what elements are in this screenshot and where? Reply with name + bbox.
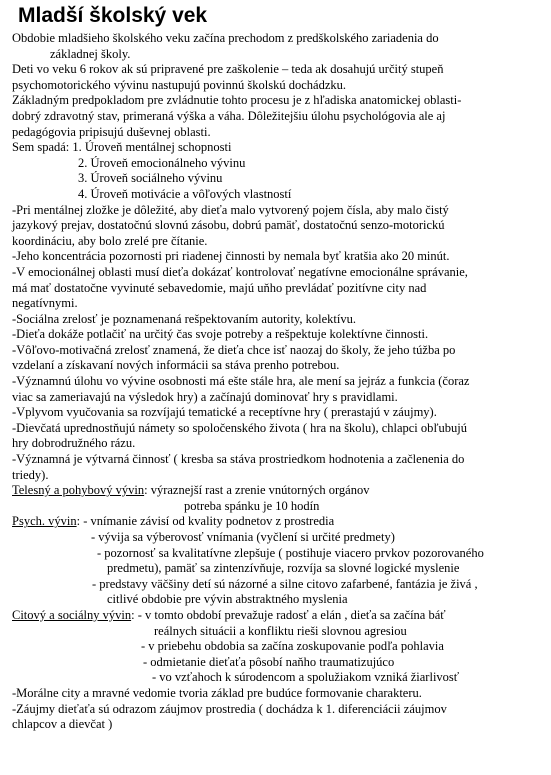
text-line: jazykový prejav, dostatočnú slovnú zásobu, dobrú pamäť, dostatočnú senzo-motorickú [12,218,445,233]
text-line: -Pri mentálnej zložke je dôležité, aby dieťa malo vytvorený pojem čísla, aby malo čistý [12,202,449,217]
text-line: -Morálne city a mravné vedomie tvoria základ pre budúce formovanie charakteru. [12,685,422,700]
text-line: psychomotorického vývinu nastupujú povinnú školskú dochádzku. [12,77,346,92]
area-item: 4. Úroveň motivácie a vôľových vlastností [78,186,292,201]
psych-line: - vývija sa výberovosť vnímania (vyčlení si určité predmety) [91,530,395,544]
document-body [12,31,544,733]
text-line: vzdelaní a získavaní nových informácii sa stáva prenho potrebou. [12,358,340,373]
text-line: má mať dostatočne vyvinuté sebavedomie, majú uňho prevládať pozitívne city nad [12,280,427,295]
psych-line [12,514,544,530]
text-line: -Významnú úlohu vo vývine osobnosti má ešte stále hra, ale mení sa jejráz a funkcia (čoraz [12,374,470,389]
citovy-text: : - v tomto období prevažuje radosť a elán , dieťa sa začína báť [131,607,446,622]
text-line: -Významná je výtvarná činnosť ( kresba sa stáva prostriedkom hodnotenia a začlenenia do [12,452,465,467]
citovy-line [12,608,544,624]
text-line: -Sociálna zrelosť je poznamenaná rešpektovaním autority, kolektívu. [12,311,357,326]
area-item: 3. Úroveň sociálneho vývinu [78,171,223,186]
citovy-line: - odmietanie dieťaťa pôsobí naňho traumatizujúco [143,654,395,669]
citovy-line: reálnych situácii a konfliktu rieši slovnou agresiou [154,623,407,638]
text-line: triedy). [12,467,49,482]
psych-heading: Psych. vývin [12,514,77,529]
text-line: pedagógovia pripisujú duševnej oblasti. [12,124,211,139]
page-title: Mladší školský vek [18,4,208,27]
text-line: dobrý zdravotný stav, primeraná výška a váha. Dôležitejšiu úlohu psychológovia ale aj [12,108,446,123]
area-item: 2. Úroveň emocionálneho vývinu [78,155,246,170]
text-line: -Jeho koncentrácia pozornosti pri riadenej činnosti by nemala byť kratšia ako 20 minút. [12,249,450,264]
text-line: Základným predpokladom pre zvládnutie tohto procesu je z hľadiska anatomickej oblasti- [12,93,462,108]
text-line: -Dieťa dokáže potlačiť na určitý čas svoje potreby a rešpektuje kolektívne činnosti. [12,327,429,342]
psych-text: : - vnímanie závisí od kvality podnetov z prostredia [76,514,335,529]
telesny-heading: Telesný a pohybový vývin [12,483,145,498]
psych-line: - pozornosť sa kvalitatívne zlepšuje ( postihuje viacero prvkov pozorovaného [97,545,484,560]
areas-label: Sem spadá: [12,140,70,155]
text-line: -V emocionálnej oblasti musí dieťa dokázať kontrolovať negatívne emocionálne správanie, [12,264,468,279]
psych-line: citlivé obdobie pre vývin abstraktného myslenia [107,592,348,607]
text-line: -Dievčatá uprednostňujú námety so spoločenského života ( hra na školu), chlapci obľubujú [12,420,467,435]
text-line: Deti vo veku 6 rokov ak sú pripravené pre zaškolenie – teda ak dosahujú určitý stupeň [12,62,444,77]
areas-list-first [12,140,544,156]
citovy-line: - v priebehu obdobia sa začína zoskupovanie podľa pohlavia [141,639,444,654]
text-line: hry dobrodružného rázu. [12,436,136,451]
text-line: Obdobie mladšieho školského veku začína prechodom z predškolského zariadenia do [12,31,439,45]
area-item: 1. Úroveň mentálnej schopnosti [72,140,232,155]
citovy-line: - vo vzťahoch k súrodencom a spolužiakom vzniká žiarlivosť [152,670,460,685]
text-line: -Záujmy dieťaťa sú odrazom záujmov prostredia ( dochádza k 1. diferenciácii záujmov [12,701,447,716]
telesny-line: potreba spánku je 10 hodín [184,498,320,513]
text-line: negatívnymi. [12,296,78,311]
telesny-line [12,483,544,499]
text-line: základnej školy. [50,46,131,61]
text-line: -Vplyvom vyučovania sa rozvíjajú tematické a receptívne hry ( prerastajú v záujmy). [12,405,437,420]
psych-line: - predstavy väčšiny detí sú názorné a silne citovo zafarbené, fantázia je živá , [92,576,478,591]
text-line: viac sa zameriavajú na výsledok hry) a začínajú dominovať hry s pravidlami. [12,389,398,404]
telesny-text: : výraznejší rast a zrenie vnútorných orgánov [144,483,370,498]
text-line: -Vôľovo-motivačná zrelosť znamená, že dieťa chce isť naozaj do školy, že jeho túžba po [12,342,456,357]
psych-line: predmetu), pamäť sa zintenzívňuje, rozvíja sa slovné logické myslenie [107,561,460,576]
text-line: koordináciu, aby bolo zrelé pre čítanie. [12,233,208,248]
text-line: chlapcov a dievčat ) [12,717,113,732]
citovy-heading: Citový a sociálny vývin [12,607,132,622]
